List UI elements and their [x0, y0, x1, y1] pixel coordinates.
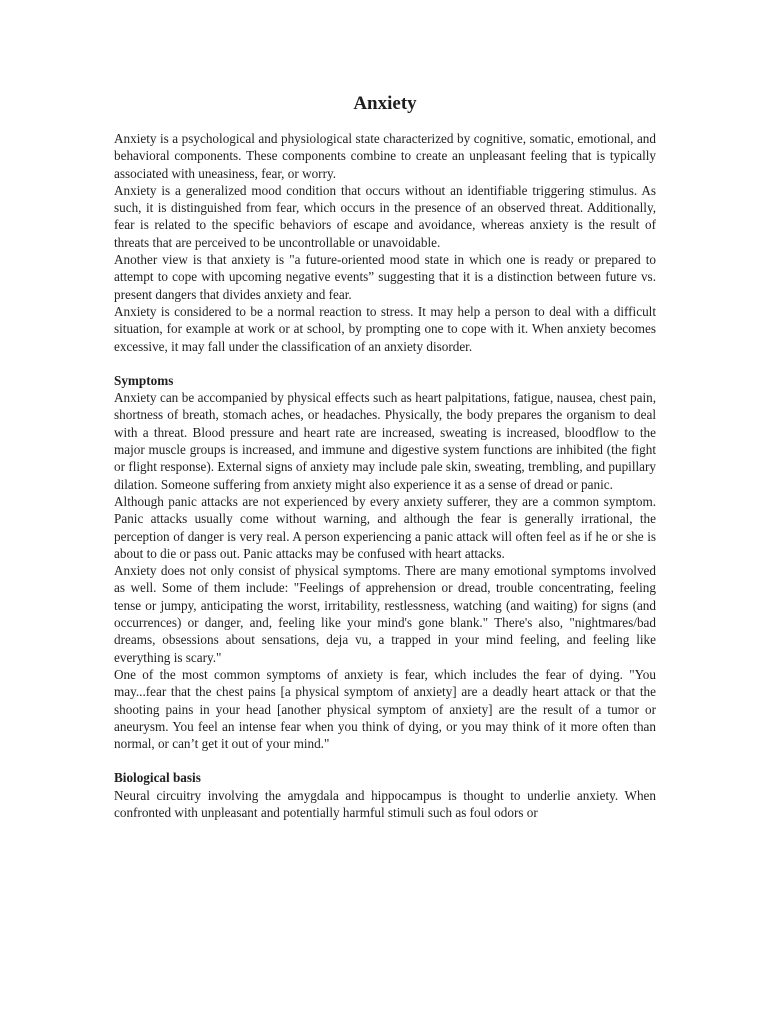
section-heading-biological-basis: Biological basis [114, 770, 201, 786]
symptoms-paragraph: One of the most common symptoms of anxiety is fear, which includes the fear of dying. "You may...fear that the chest pains [a physical symptom of anxiety] are a deadly heart attack or that the shooting pains in your head [another physical symptom of anxiety] are the result of a tumor or aneurysm. You feel an intense fear when you think of dying, or you may think of it more often than normal, or can’t get it out of your mind." [114, 666, 656, 752]
symptoms-paragraph: Although panic attacks are not experienced by every anxiety sufferer, they are a common symptom. Panic attacks usually come without warning, and although the fear is generally irrational, the perception of danger is very real. A person experiencing a panic attack will often feel as if he or she is about to die or pass out. Panic attacks may be confused with heart attacks. [114, 493, 656, 561]
document-title: Anxiety [353, 93, 417, 114]
document-body [114, 92, 656, 821]
intro-paragraph: Another view is that anxiety is "a future-oriented mood state in which one is ready or prepared to attempt to cope with upcoming negative events” suggesting that it is a distinction between future vs. present dangers that divides anxiety and fear. [114, 252, 656, 302]
intro-paragraph: Anxiety is a generalized mood condition that occurs without an identifiable triggering stimulus. As such, it is distinguished from fear, which occurs in the presence of an observed threat. Additionally, fear is related to the specific behaviors of escape and avoidance, whereas anxiety is the result of threats that are perceived to be uncontrollable or unavoidable. [114, 182, 656, 250]
biological-basis-paragraph: Neural circuitry involving the amygdala and hippocampus is thought to underlie anxiety. When confronted with unpleasant and potentially harmful stimuli such as foul odors or [114, 787, 656, 820]
intro-paragraph: Anxiety is considered to be a normal reaction to stress. It may help a person to deal with a difficult situation, for example at work or at school, by prompting one to cope with it. When anxiety becomes excessive, it may fall under the classification of an anxiety disorder. [114, 303, 656, 354]
intro-paragraph: Anxiety is a psychological and physiological state characterized by cognitive, somatic, emotional, and behavioral components. These components combine to create an unpleasant feeling that is typically associated with uneasiness, fear, or worry. [114, 131, 656, 181]
symptoms-paragraph: Anxiety can be accompanied by physical effects such as heart palpitations, fatigue, nausea, chest pain, shortness of breath, stomach aches, or headaches. Physically, the body prepares the organism to deal with a threat. Blood pressure and heart rate are increased, sweating is increased, bloodflow to the major muscle groups is increased, and immune and digestive system functions are inhibited (the fight or flight response). External signs of anxiety may include pale skin, sweating, trembling, and pupillary dilation. Someone suffering from anxiety might also experience it as a sense of dread or panic. [114, 390, 656, 492]
symptoms-paragraph: Anxiety does not only consist of physical symptoms. There are many emotional symptoms involved as well. Some of them include: "Feelings of apprehension or dread, trouble concentrating, feeling tense or jumpy, anticipating the worst, irritability, restlessness, watching (and waiting) for signs (and occurrences) or danger, and, feeling like your mind's gone blank." There's also, "nightmares/bad dreams, obsessions about sensations, deja vu, a trapped in your mind feeling, and feeling like everything is scary." [114, 563, 656, 665]
section-heading-symptoms: Symptoms [114, 372, 174, 388]
